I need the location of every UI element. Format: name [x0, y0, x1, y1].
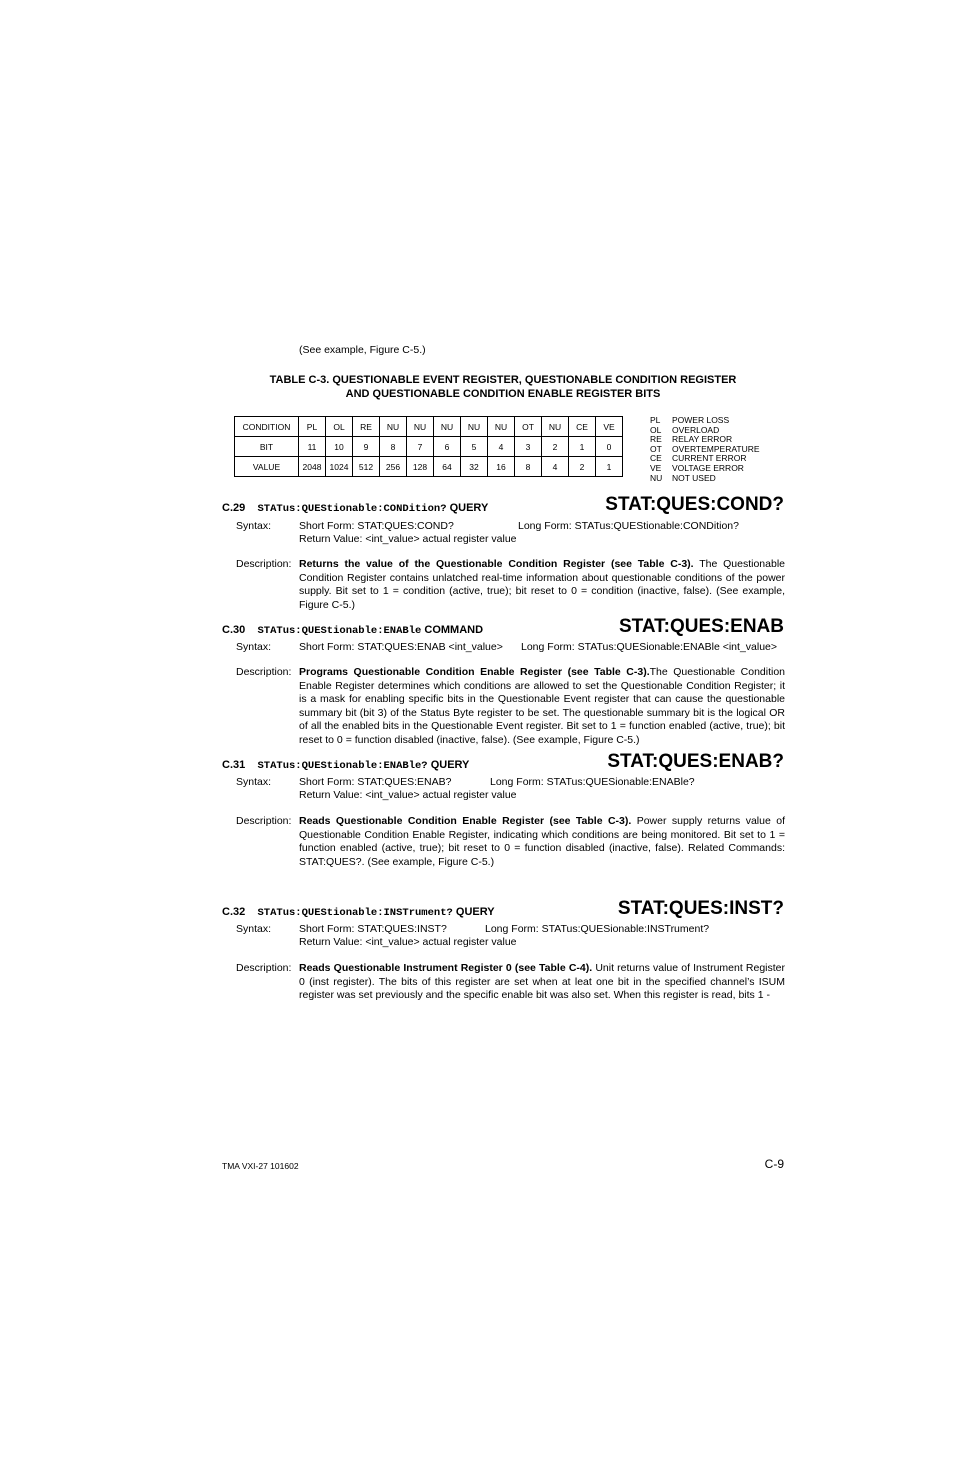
- syntax-label: Syntax:: [236, 641, 272, 653]
- table-cell: 2: [569, 457, 596, 477]
- legend-abbr: NU: [650, 472, 663, 483]
- section-command: STATus:QUEStionable:INSTrument?: [257, 907, 453, 919]
- table-cell: 7: [407, 437, 434, 457]
- legend-abbr: OL: [650, 424, 662, 435]
- table-cell: 0: [596, 437, 623, 457]
- table-cell: 1: [569, 437, 596, 457]
- table-title-line2: AND QUESTIONABLE CONDITION ENABLE REGISTER BITS: [345, 388, 661, 400]
- description-text: [299, 558, 785, 612]
- long-form: Long Form: STATus:QUEStionable:CONDition?: [518, 520, 739, 532]
- legend-text: RELAY ERROR: [672, 434, 733, 445]
- table-cell: CE: [569, 417, 596, 437]
- return-value: Return Value: <int_value> actual register value: [299, 533, 517, 545]
- legend-text: OVERTEMPERATURE: [672, 443, 760, 454]
- table-cell: 128: [407, 457, 434, 477]
- table-cell: 4: [542, 457, 569, 477]
- table-row: [235, 457, 623, 477]
- long-form: Long Form: STATus:QUESionable:ENABle?: [490, 776, 695, 788]
- table-cell: 32: [461, 457, 488, 477]
- row-label: BIT: [235, 437, 299, 457]
- legend-item: [650, 474, 760, 484]
- description-label: Description:: [236, 962, 292, 974]
- table-cell: 1: [596, 457, 623, 477]
- table-cell: 1024: [326, 457, 353, 477]
- table-cell: NU: [434, 417, 461, 437]
- section-c30-big-command: STAT:QUES:ENAB: [618, 616, 784, 637]
- table-cell: 256: [380, 457, 407, 477]
- short-form: Short Form: STAT:QUES:INST?: [299, 923, 447, 935]
- legend-abbr: RE: [650, 434, 662, 445]
- long-form: Long Form: STATus:QUESionable:INSTrument?: [485, 923, 710, 935]
- legend-abbr: PL: [650, 415, 661, 425]
- legend-abbr: OT: [650, 443, 662, 454]
- legend-abbr: CE: [650, 453, 662, 464]
- section-c31-heading: [222, 758, 469, 773]
- section-kind: QUERY: [455, 906, 495, 918]
- section-number: C.31: [222, 759, 246, 771]
- table-cell: 3: [515, 437, 542, 457]
- footer-page-number: C-9: [764, 1157, 784, 1171]
- section-c30-heading: [222, 623, 483, 638]
- section-c29-heading: [222, 501, 488, 516]
- table-cell: NU: [461, 417, 488, 437]
- table-row: [235, 437, 623, 457]
- legend-abbr: VE: [650, 462, 662, 473]
- section-c31-big-command: STAT:QUES:ENAB?: [607, 751, 784, 772]
- section-c32-big-command: STAT:QUES:INST?: [617, 898, 784, 919]
- section-number: C.32: [222, 906, 246, 918]
- return-value: Return Value: <int_value> actual register value: [299, 936, 517, 948]
- table-title: [0, 373, 954, 401]
- long-form: Long Form: STATus:QUESionable:ENABle <int_value>: [521, 641, 778, 653]
- section-number: C.29: [222, 502, 246, 514]
- description-body: The Questionable Condition Register contains unlatched real-time information about questionable conditions of the power supply. Bit set to 1 = condition (active, true); bit reset to 0 = condition (inactive, false). (See example, Figure C-5.): [299, 558, 786, 611]
- section-command: STATus:QUEStionable:ENABle: [257, 625, 422, 637]
- table-cell: 2: [542, 437, 569, 457]
- table-cell: 11: [299, 437, 326, 457]
- section-command: STATus:QUEStionable:ENABle?: [257, 760, 428, 772]
- table-cell: VE: [596, 417, 623, 437]
- section-number: C.30: [222, 624, 246, 636]
- register-bits-table: [234, 416, 623, 477]
- description-label: Description:: [236, 815, 292, 827]
- table-cell: 16: [488, 457, 515, 477]
- syntax-label: Syntax:: [236, 520, 272, 532]
- description-label: Description:: [236, 558, 292, 570]
- description-bold: Reads Questionable Instrument Register 0 (see Table C-4).: [299, 962, 593, 974]
- intro-note: (See example, Figure C-5.): [299, 344, 426, 356]
- table-title-line1: TABLE C-3. QUESTIONABLE EVENT REGISTER, QUESTIONABLE CONDITION REGISTER: [269, 374, 737, 386]
- description-body: Unit returns value of Instrument Register 0 (inst register). The bits of this register are set when at leat one bit in the specified channel’s ISUM register was set previously and the specific enable bit was also set. When this register is read, bits 1 -: [299, 962, 785, 1001]
- legend-text: NOT USED: [672, 472, 716, 483]
- table-cell: NU: [488, 417, 515, 437]
- syntax-label: Syntax:: [236, 776, 272, 788]
- description-text: [299, 962, 785, 1003]
- section-c32-heading: [222, 905, 495, 920]
- table-cell: 64: [434, 457, 461, 477]
- legend-text: CURRENT ERROR: [672, 453, 747, 464]
- row-label: VALUE: [235, 457, 299, 477]
- syntax-label: Syntax:: [236, 923, 272, 935]
- section-command: STATus:QUEStionable:CONDition?: [257, 503, 447, 515]
- section-kind: QUERY: [430, 759, 470, 771]
- table-row: [235, 417, 623, 437]
- table-cell: 4: [488, 437, 515, 457]
- legend: [650, 416, 760, 483]
- description-bold: Programs Questionable Condition Enable Register (see Table C-3).: [299, 666, 650, 678]
- legend-text: VOLTAGE ERROR: [672, 462, 744, 473]
- table-cell: 5: [461, 437, 488, 457]
- section-c29-big-command: STAT:QUES:COND?: [605, 494, 784, 515]
- table-cell: 10: [326, 437, 353, 457]
- footer-doc-id: TMA VXI-27 101602: [222, 1161, 299, 1171]
- short-form: Short Form: STAT:QUES:ENAB?: [299, 776, 452, 788]
- description-text: [299, 666, 785, 747]
- table-cell: OT: [515, 417, 542, 437]
- table-cell: 512: [353, 457, 380, 477]
- table-cell: 6: [434, 437, 461, 457]
- table-cell: NU: [380, 417, 407, 437]
- table-cell: 9: [353, 437, 380, 457]
- description-text: [299, 815, 785, 869]
- table-cell: NU: [542, 417, 569, 437]
- table-cell: 8: [380, 437, 407, 457]
- section-kind: QUERY: [449, 502, 489, 514]
- row-label: CONDITION: [235, 417, 299, 437]
- table-cell: 8: [515, 457, 542, 477]
- description-body: Power supply returns value of Questionable Condition Enable Register, indicating which conditions are being monitored. Bit set to 1 = function enabled (active, true); bit reset to 0 = function disabled (inactive, false). Related Commands: STAT:QUES?. (See example, Figure C-5.): [299, 815, 785, 868]
- table-cell: OL: [326, 417, 353, 437]
- legend-text: OVERLOAD: [672, 424, 720, 435]
- table-cell: RE: [353, 417, 380, 437]
- description-bold: Reads Questionable Condition Enable Register (see Table C-3).: [299, 815, 632, 827]
- description-label: Description:: [236, 666, 292, 678]
- legend-text: POWER LOSS: [672, 415, 730, 425]
- short-form: Short Form: STAT:QUES:ENAB <int_value>: [299, 641, 503, 653]
- short-form: Short Form: STAT:QUES:COND?: [299, 520, 454, 532]
- section-kind: COMMAND: [424, 624, 484, 636]
- return-value: Return Value: <int_value> actual register value: [299, 789, 517, 801]
- description-bold: Returns the value of the Questionable Condition Register (see Table C-3).: [299, 558, 694, 570]
- table-cell: NU: [407, 417, 434, 437]
- table-cell: PL: [299, 417, 326, 437]
- table-cell: 2048: [299, 457, 326, 477]
- description-body: The Questionable Condition Enable Register determines which conditions are allowed to set the Questionable Condition Register; it is a mask for enabling specific bits in the Questionable Event register that can cause the questionable summary bit (bit 3) of the Status Byte register to be set. The questionable summary bit is the logical OR of all the enabled bits in the Questionable Event register. Bit set to 1 = function enabled (active, true); bit reset to 0 = function disabled (inactive, false). (See example, Figure C-5.): [299, 666, 786, 746]
